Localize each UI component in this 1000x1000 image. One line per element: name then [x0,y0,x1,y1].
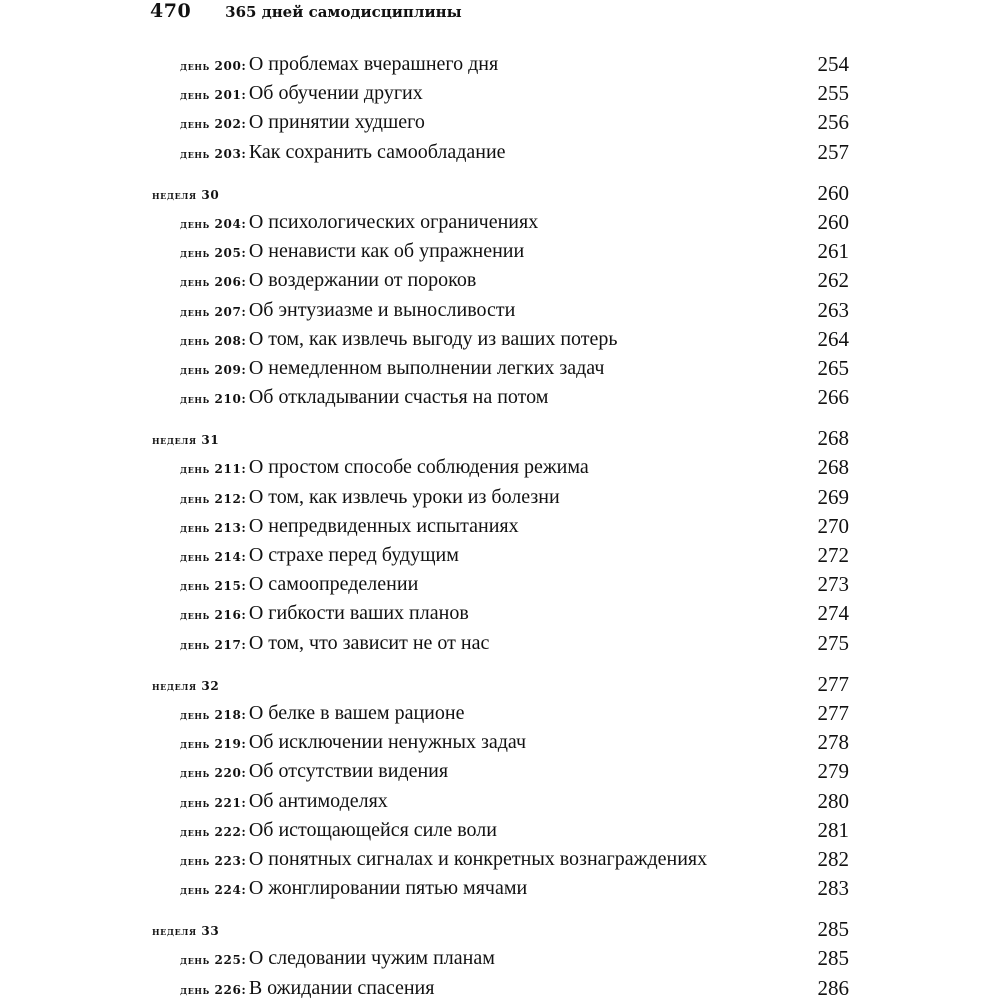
page-ref: 260 [817,209,849,234]
page-ref: 281 [817,817,849,842]
toc-day-entry: день 211: О простом способе соблюдения режима 268 [0,453,1000,482]
toc-day-entry: день 226: В ожидании спасения 286 [0,974,1000,1000]
toc-day-entry: день 210: Об откладывании счастья на потом 266 [0,383,1000,412]
toc-day-entry: день 203: Как сохранить самообладание 257 [0,138,1000,167]
day-label: день 207 [180,304,242,319]
day-label: день 209 [180,362,242,377]
day-title: Об энтузиазме и выносливости [248,298,516,321]
day-label: день 223 [180,853,242,868]
page-ref: 257 [817,139,849,164]
toc-day-entry: день 220: Об отсутствии видения 279 [0,757,1000,786]
day-title: Об истощающейся силе воли [248,818,497,841]
day-title: О проблемах вчерашнего дня [248,53,499,75]
toc-group [0,670,1000,904]
day-title: В ожидании спасения [248,976,435,999]
day-title: О белке в вашем рационе [248,701,465,724]
day-label: день 206 [180,275,242,290]
day-label: день 220 [180,766,242,781]
day-label: день 210 [180,392,242,407]
page-ref: 277 [817,700,849,725]
page-ref: 270 [817,513,849,538]
day-title: О самоопределении [248,573,419,596]
day-label: день 225 [180,953,242,968]
day-label: день 221 [180,795,242,810]
week-label: неделя 30 [152,187,220,202]
toc-day-entry: день 206: О воздержании от пороков 262 [0,266,1000,295]
day-title: Об исключении ненужных задач [248,731,527,754]
page-ref: 254 [817,52,849,76]
day-title: О страхе перед будущим [248,544,459,566]
page-ref: 286 [817,975,849,1000]
day-label: день 213 [180,520,242,535]
day-label: день 208 [180,333,242,348]
toc-day-entry: день 208: О том, как извлечь выгоду из ваших потерь 264 [0,325,1000,354]
day-label: день 219 [180,737,242,752]
toc-day-entry: день 213: О непредвиденных испытаниях 270 [0,512,1000,541]
day-title: О гибкости ваших планов [248,602,469,625]
toc-day-entry: день 217: О том, что зависит не от нас 275 [0,629,1000,658]
toc-week-heading [0,424,1000,453]
day-label: день 201 [180,88,242,103]
page-ref: 269 [817,484,849,509]
toc-day-entry: день 205: О ненависти как об упражнении 261 [0,237,1000,266]
day-label: день 222 [180,824,242,839]
toc-day-entry: день 200: О проблемах вчерашнего дня 254 [0,50,1000,79]
day-title: Об откладывании счастья на потом [248,386,549,409]
day-title: О непредвиденных испытаниях [248,514,519,537]
table-of-contents [0,50,1000,1000]
page-ref: 285 [817,946,849,971]
toc-day-entry: день 223: О понятных сигналах и конкретных вознаграждениях 282 [0,845,1000,874]
day-title: О следовании чужим планам [248,947,495,970]
week-label: неделя 33 [152,924,220,939]
day-label: день 202 [180,117,242,132]
toc-group [0,424,1000,658]
page-ref: 268 [817,426,849,451]
toc-day-entry: день 207: Об энтузиазме и выносливости 263 [0,296,1000,325]
page-ref: 265 [817,355,849,380]
week-label: неделя 31 [152,433,220,448]
day-title: О понятных сигналах и конкретных вознаграждениях [248,847,708,870]
toc-day-entry: день 201: Об обучении других 255 [0,79,1000,108]
page-ref: 285 [817,917,849,942]
toc-day-entry: день 221: Об антимоделях 280 [0,787,1000,816]
toc-week-heading [0,670,1000,699]
page-ref: 272 [817,543,849,567]
day-title: О ненависти как об упражнении [248,240,525,263]
page-header [150,0,462,24]
page-ref: 266 [817,385,849,410]
page-ref: 262 [817,268,849,293]
day-title: О том, как извлечь выгоду из ваших потерь [248,327,618,350]
toc-week-heading [0,179,1000,208]
day-label: день 218 [180,707,242,722]
toc-day-entry: день 215: О самоопределении 273 [0,570,1000,599]
day-label: день 214 [180,550,242,564]
book-title: 365 дней самодисциплины [225,3,462,21]
day-title: Об антимоделях [248,789,388,812]
toc-day-entry: день 204: О психологических ограничениях 260 [0,208,1000,237]
toc-week-heading [0,915,1000,944]
page-ref: 275 [817,630,849,655]
week-label: неделя 32 [152,678,220,693]
day-title: О жонглировании пятью мячами [248,877,528,900]
day-title: О психологических ограничениях [248,210,539,233]
page-ref: 283 [817,876,849,901]
page-ref: 263 [817,297,849,322]
day-title: Как сохранить самообладание [248,140,506,163]
day-label: день 200 [180,59,242,73]
page-ref: 255 [817,81,849,106]
toc-day-entry: день 224: О жонглировании пятью мячами 283 [0,874,1000,903]
day-title: О немедленном выполнении легких задач [248,356,605,379]
page-ref: 282 [817,846,849,871]
toc-day-entry: день 202: О принятии худшего 256 [0,108,1000,137]
day-title: О принятии худшего [248,111,425,134]
day-label: день 203 [180,146,242,161]
toc-day-entry: день 209: О немедленном выполнении легких задач 265 [0,354,1000,383]
page-ref: 261 [817,239,849,264]
toc-day-entry: день 225: О следовании чужим планам 285 [0,944,1000,973]
toc-day-entry: день 216: О гибкости ваших планов 274 [0,599,1000,628]
page-ref: 273 [817,572,849,597]
page-ref: 278 [817,730,849,755]
toc-day-entry: день 212: О том, как извлечь уроки из болезни 269 [0,483,1000,512]
page-ref: 260 [817,180,849,205]
day-label: день 217 [180,637,242,652]
day-label: день 216 [180,608,242,623]
page-ref: 268 [817,455,849,480]
toc-day-entry: день 222: Об истощающейся силе воли 281 [0,816,1000,845]
day-title: Об отсутствии видения [248,760,449,783]
page-ref: 264 [817,326,849,351]
page-number: 470 [150,0,192,22]
toc-group [0,915,1000,1000]
page-ref: 277 [817,671,849,696]
day-title: О простом способе соблюдения режима [248,456,589,479]
day-title: О том, как извлечь уроки из болезни [248,485,560,508]
toc-group [0,50,1000,167]
day-title: О том, что зависит не от нас [248,631,490,654]
day-label: день 226 [180,982,242,997]
day-label: день 204 [180,216,242,231]
page-ref: 256 [817,110,849,135]
day-label: день 211 [180,462,242,477]
day-title: Об обучении других [248,82,423,105]
page-ref: 279 [817,759,849,784]
toc-group [0,179,1000,413]
day-label: день 215 [180,579,242,594]
toc-day-entry: день 218: О белке в вашем рационе 277 [0,699,1000,728]
day-label: день 224 [180,883,242,898]
page-ref: 274 [817,601,849,626]
toc-day-entry: день 214: О страхе перед будущим 272 [0,541,1000,570]
day-label: день 212 [180,491,242,506]
toc-day-entry: день 219: Об исключении ненужных задач 278 [0,728,1000,757]
page-ref: 280 [817,788,849,813]
day-label: день 205 [180,246,242,261]
day-title: О воздержании от пороков [248,269,477,292]
